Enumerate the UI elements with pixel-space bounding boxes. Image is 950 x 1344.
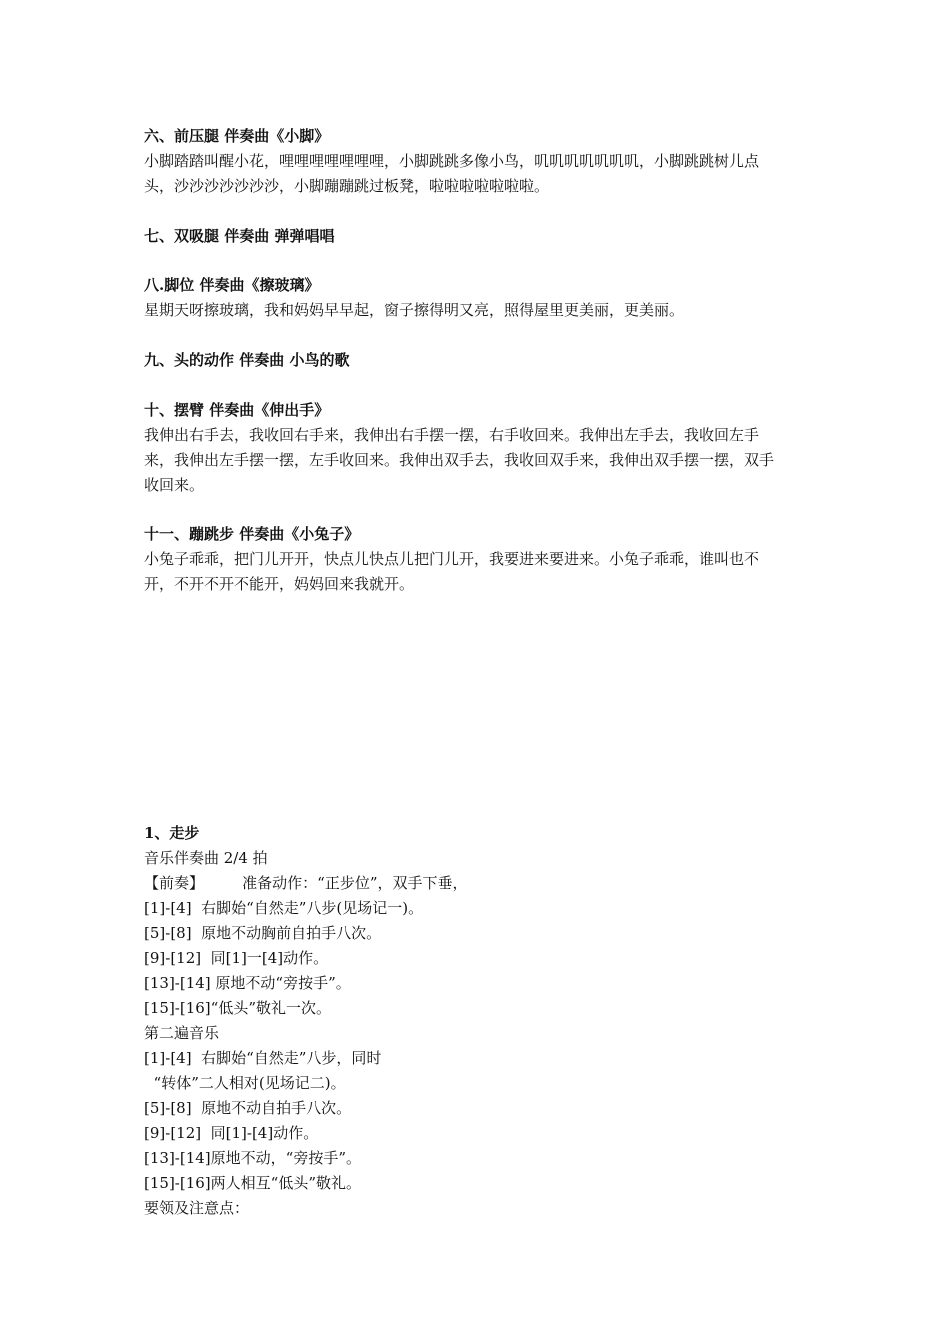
walk-line: [13]-[14]原地不动，“旁按手”。 xyxy=(144,1149,361,1167)
walk-line: [1]-[4] 右脚始“自然走”八步，同时 xyxy=(144,1049,382,1067)
section-10-lyric-line-1: 我伸出右手去，我收回右手来，我伸出右手摆一摆，右手收回来。我伸出左手去，我收回左手 xyxy=(144,426,760,444)
section-8-lyric-line-1: 星期天呀擦玻璃，我和妈妈早早起，窗子擦得明又亮，照得屋里更美丽，更美丽。 xyxy=(144,301,685,319)
walk-line: [15]-[16]两人相互“低头”敬礼。 xyxy=(144,1174,361,1192)
walk-line: [5]-[8] 原地不动自拍手八次。 xyxy=(144,1099,352,1117)
walk-line: 音乐伴奏曲 2/4 拍 xyxy=(144,849,268,867)
walk-line: “转体”二人相对(见场记二)。 xyxy=(144,1074,346,1092)
section-6-lyric-line-2: 头，沙沙沙沙沙沙沙，小脚蹦蹦跳过板凳，啦啦啦啦啦啦啦。 xyxy=(144,177,550,195)
section-7-title: 七、双吸腿 伴奏曲 弹弹唱唱 xyxy=(144,227,335,245)
walk-line: 第二遍音乐 xyxy=(144,1024,220,1042)
section-6-title: 六、前压腿 伴奏曲《小脚》 xyxy=(144,127,330,145)
walk-line: [5]-[8] 原地不动胸前自拍手八次。 xyxy=(144,924,382,942)
walk-line: 要领及注意点： xyxy=(144,1199,250,1217)
walk-line: [9]-[12] 同[1]-[4]动作。 xyxy=(144,1124,319,1142)
section-9-title: 九、头的动作 伴奏曲 小鸟的歌 xyxy=(144,351,350,369)
section-10-lyric-line-3: 收回来。 xyxy=(144,476,205,494)
section-11-lyric-line-1: 小兔子乖乖，把门儿开开，快点儿快点儿把门儿开，我要进来要进来。小兔子乖乖，谁叫也不 xyxy=(144,550,760,568)
section-10-lyric-line-2: 来，我伸出左手摆一摆，左手收回来。我伸出双手去，我收回双手来，我伸出双手摆一摆，双手 xyxy=(144,451,775,469)
walk-line: [1]-[4] 右脚始“自然走”八步(见场记一)。 xyxy=(144,899,424,917)
section-8-title: 八.脚位 伴奏曲《擦玻璃》 xyxy=(144,276,320,294)
walk-line: [13]-[14] 原地不动“旁按手”。 xyxy=(144,974,351,992)
walk-line: [15]-[16]“低头”敬礼一次。 xyxy=(144,999,331,1017)
walk-title: 1、走步 xyxy=(144,824,200,842)
section-10-title: 十、摆臂 伴奏曲《伸出手》 xyxy=(144,401,330,419)
section-11-lyric-line-2: 开，不开不开不能开，妈妈回来我就开。 xyxy=(144,575,415,593)
section-6-lyric-line-1: 小脚踏踏叫醒小花，哩哩哩哩哩哩哩，小脚跳跳多像小鸟，叽叽叽叽叽叽叽，小脚跳跳树儿点 xyxy=(144,152,760,170)
walk-line: 【前奏】 准备动作：“正步位”，双手下垂， xyxy=(144,874,468,892)
walk-line: [9]-[12] 同[1]一[4]动作。 xyxy=(144,949,329,967)
section-11-title: 十一、蹦跳步 伴奏曲《小兔子》 xyxy=(144,525,360,543)
